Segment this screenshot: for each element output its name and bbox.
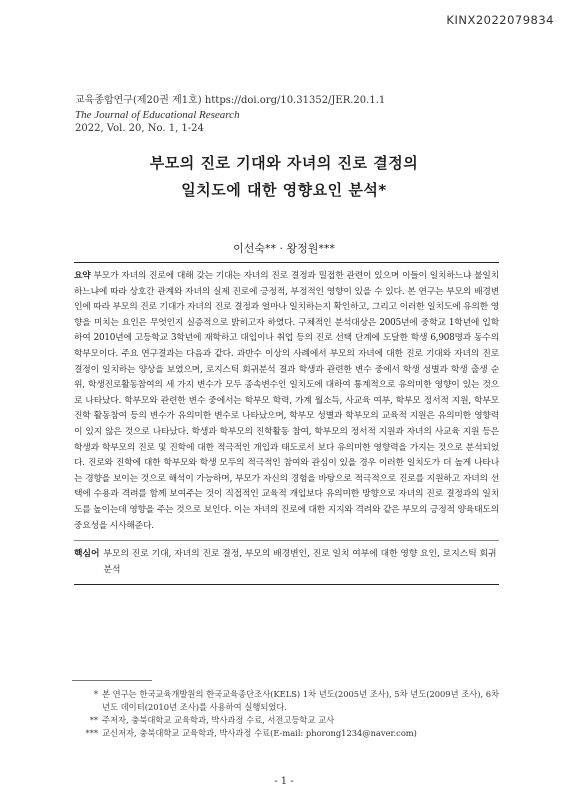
abstract-divider: [74, 540, 499, 541]
paper-title: [0, 150, 568, 204]
paper-authors: 이선숙** · 왕정원***: [233, 242, 335, 255]
footnote-mark: ***: [85, 728, 98, 738]
keywords-text: 부모의 진로 기대, 자녀의 진로 결정, 부모의 배경변인, 진로 일치 여부에 대한 영향 요인, 로지스틱 회귀분석: [103, 549, 497, 575]
footnote-mark: *: [93, 689, 98, 699]
footnote-mark: **: [89, 715, 98, 725]
footnotes: [72, 680, 502, 740]
footnote-text: 본 연구는 한국교육개발원의 한국교육종단조사(KELS) 1차 년도(2005년 조사), 5차 년도(2009년 조사), 6차 년도 데이터(2010년 조사)를 사용하여 실행되었다.: [102, 689, 500, 712]
footnote-rule: [72, 680, 152, 681]
journal-header: [75, 94, 385, 136]
abstract-top-rule: [74, 262, 499, 263]
abstract-section: [74, 262, 499, 585]
page-number: - 1 -: [274, 776, 294, 787]
abstract-label: 요약: [74, 271, 91, 281]
footnote: [72, 727, 502, 740]
abstract: [74, 269, 499, 534]
abstract-bottom-rule: [74, 584, 499, 585]
footnote-text: 주저자, 충북대학교 교육학과, 박사과정 수료, 서전고등학교 교사: [102, 715, 335, 725]
document-id: KINX2022079834: [446, 13, 554, 27]
keywords: [74, 547, 499, 578]
keywords-label: 핵심어: [74, 549, 100, 560]
paper-title-line-1: 부모의 진로 기대와 자녀의 진로 결정의: [149, 154, 419, 172]
journal-citation: 교육종합연구(제20권 제1호) https://doi.org/10.31352/JER.20.1.1: [75, 95, 386, 106]
abstract-text: 부모가 자녀의 진로에 대해 갖는 기대는 자녀의 진로 결정과 밀접한 관련이 있으며 이들이 일치하느냐 불일치하느냐에 따라 상호간 관계와 자녀의 실제 진로에 긍정적, 부정적인 영향이 있을 수 있다. 본 연구는 부모의 배경변인에 따라 부모의 진로 기대가 자녀의 진로 결정과 얼마나 일치하는지 확인하고, 그리고 이러한 일치도에 유의한 영향을 미치는 요인은 무엇인지 실증적으로 밝히고자 하였다. 구체적인 분석대상은 2005년에 중학교 1학년에 입학하여 2010년에 고등학교 3학년에 재학하고 대입이나 취업 등의 진로 선택 단계에 도달한 학생 6,908명과 동수의 학부모이다. 주요 연구결과는 다음과 같다. 과반수 이상의 사례에서 부모의 자녀에 대한 진로 기대와 자녀의 진로 결정이 일치하는 양상을 보였으며, 로지스틱 회귀분석 결과 학생과 관련한 변수 중에서 학생 성별과 학생 출생 순위, 학생진로활동참여의 세 가지 변수가 모두 종속변수인 일치도에 대하여 통계적으로 유의미한 영향이 있는 것으로 나타났다. 학부모와 관련한 변수 중에서는 학부모 학력, 가계 월소득, 사교육 여부, 학부모 정서적 지원, 학부모 진학 활동참여 등의 변수가 유의미한 변수로 나타났으며, 학부모 성별과 학부모의 교육적 지원은 유의미한 영향력이 있지 않은 것으로 나타났다. 학생과 학부모의 진학활동 참여, 학부모의 정서적 지원과 자녀의 사교육 지원 등은 학생과 학부모의 진로 및 진학에 대한 적극적인 개입과 태도로서 보다 유의미한 영향력을 가지는 것으로 분석되었다. 진로와 진학에 대한 학부모와 학생 모두의 적극적인 참여와 관심이 있을 경우 이러한 일치도가 더 높게 나타나는 경향을 보이는 것으로 해석이 가능하며, 부모가 자신의 경험을 바탕으로 적극적으로 진로를 지원하고 자녀의 선택에 수용과 격려를 함께 보여주는 것이 직접적인 교육적 개입보다 유의미한 방향으로 자녀의 진로 결정과의 일치도를 높이는데 영향을 주는 것으로 보인다. 이는 자녀의 진로에 대한 지지와 격려와 같은 부모의 긍정적 양육태도의 중요성을 시사해준다.: [74, 271, 499, 531]
footnote: [72, 688, 502, 714]
footnote: [72, 714, 502, 727]
journal-name: The Journal of Educational Research: [75, 109, 240, 121]
paper-title-line-2: 일치도에 대한 영향요인 분석*: [181, 181, 387, 199]
journal-issue: 2022, Vol. 20, No. 1, 1-24: [75, 123, 204, 134]
footnote-text: 교신저자, 충북대학교 교육학과, 박사과정 수료(E-mail: phorong1234@naver.com): [102, 728, 417, 738]
